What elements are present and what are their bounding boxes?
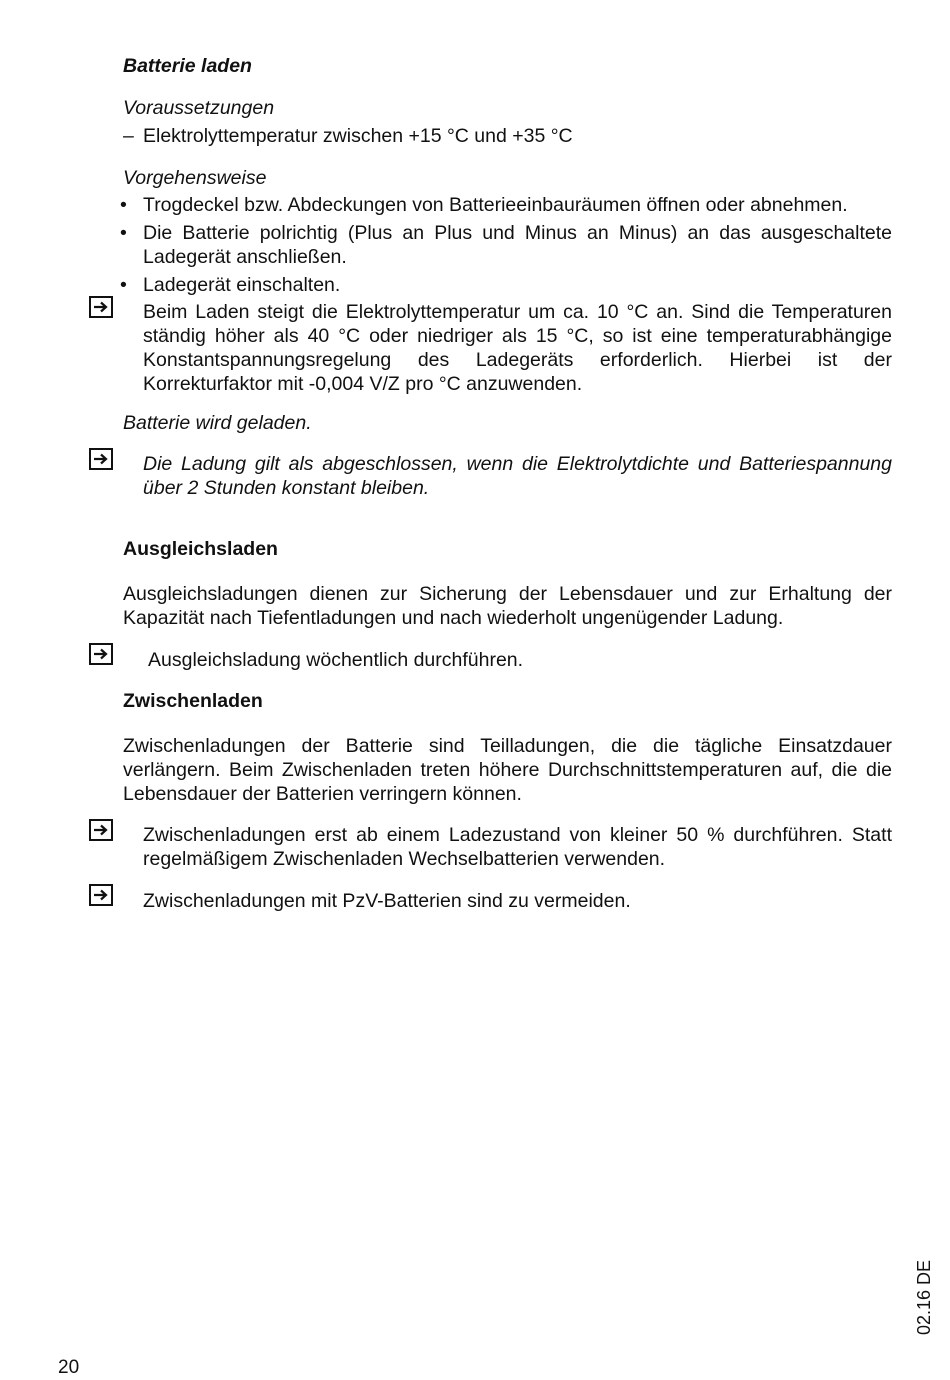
arrow-right-boxed-icon — [89, 448, 113, 470]
note-charging-complete: Die Ladung gilt als abgeschlossen, wenn die Elektrolytdichte und Batteriespannung über 2 Stunden konstant bleiben. — [143, 453, 892, 499]
page-number: 20 — [58, 1357, 80, 1378]
procedure-heading: Vorgehensweise — [123, 167, 267, 189]
arrow-right-boxed-icon — [89, 296, 113, 318]
zwischenladen-body: Zwischenladungen der Batterie sind Teilladungen, die die tägliche Einsatzdauer verlängern. Beim Zwischenladen treten höhere Durchschnittstemperaturen auf, die die Lebensdauer der Batterien verringern können. — [123, 735, 892, 805]
prerequisite-item: Elektrolyttemperatur zwischen +15 °C und +35 °C — [143, 125, 573, 147]
note-temperature: Beim Laden steigt die Elektrolyttemperatur um ca. 10 °C an. Sind die Temperaturen ständig höher als 40 °C oder niedriger als 15 °C, so ist eine temperaturabhängige Konstantspannungsregelung des Ladegeräts erforderlich. Hierbei ist der Korrekturfaktor mit -0,004 V/Z pro °C anzuwenden. — [143, 301, 892, 395]
section-title-batterie-laden: Batterie laden — [123, 55, 252, 77]
note-intermediate-charge-threshold: Zwischenladungen erst ab einem Ladezustand von kleiner 50 % durchführen. Statt regelmäßigem Zwischenladen Wechselbatterien verwenden. — [143, 824, 892, 870]
note-pzv-batteries: Zwischenladungen mit PzV-Batterien sind zu vermeiden. — [143, 890, 631, 912]
ausgleichsladen-body: Ausgleichsladungen dienen zur Sicherung der Lebensdauer und zur Erhaltung der Kapazität nach Tiefentladungen und nach wiederholt ungenügender Ladung. — [123, 583, 892, 629]
section-title-zwischenladen: Zwischenladen — [123, 690, 263, 712]
document-code: 02.16 DE — [914, 1259, 934, 1335]
procedure-step-1: Trogdeckel bzw. Abdeckungen von Batterieeinbauräumen öffnen oder abnehmen. — [143, 194, 848, 216]
prerequisites-heading: Voraussetzungen — [123, 97, 275, 119]
section-title-ausgleichsladen: Ausgleichsladen — [123, 538, 278, 560]
arrow-right-boxed-icon — [89, 643, 113, 665]
procedure-step-2: Die Batterie polrichtig (Plus an Plus und Minus an Minus) an das ausgeschaltete Ladegerät anschließen. — [143, 222, 892, 268]
prerequisite-dash: – — [123, 125, 134, 147]
bullet-3: • — [120, 274, 127, 296]
result-text: Batterie wird geladen. — [123, 412, 312, 434]
bullet-1: • — [120, 194, 127, 216]
procedure-step-3: Ladegerät einschalten. — [143, 274, 341, 296]
arrow-right-boxed-icon — [89, 819, 113, 841]
note-weekly-equalizing: Ausgleichsladung wöchentlich durchführen. — [148, 649, 524, 671]
arrow-right-boxed-icon — [89, 884, 113, 906]
bullet-2: • — [120, 222, 127, 244]
